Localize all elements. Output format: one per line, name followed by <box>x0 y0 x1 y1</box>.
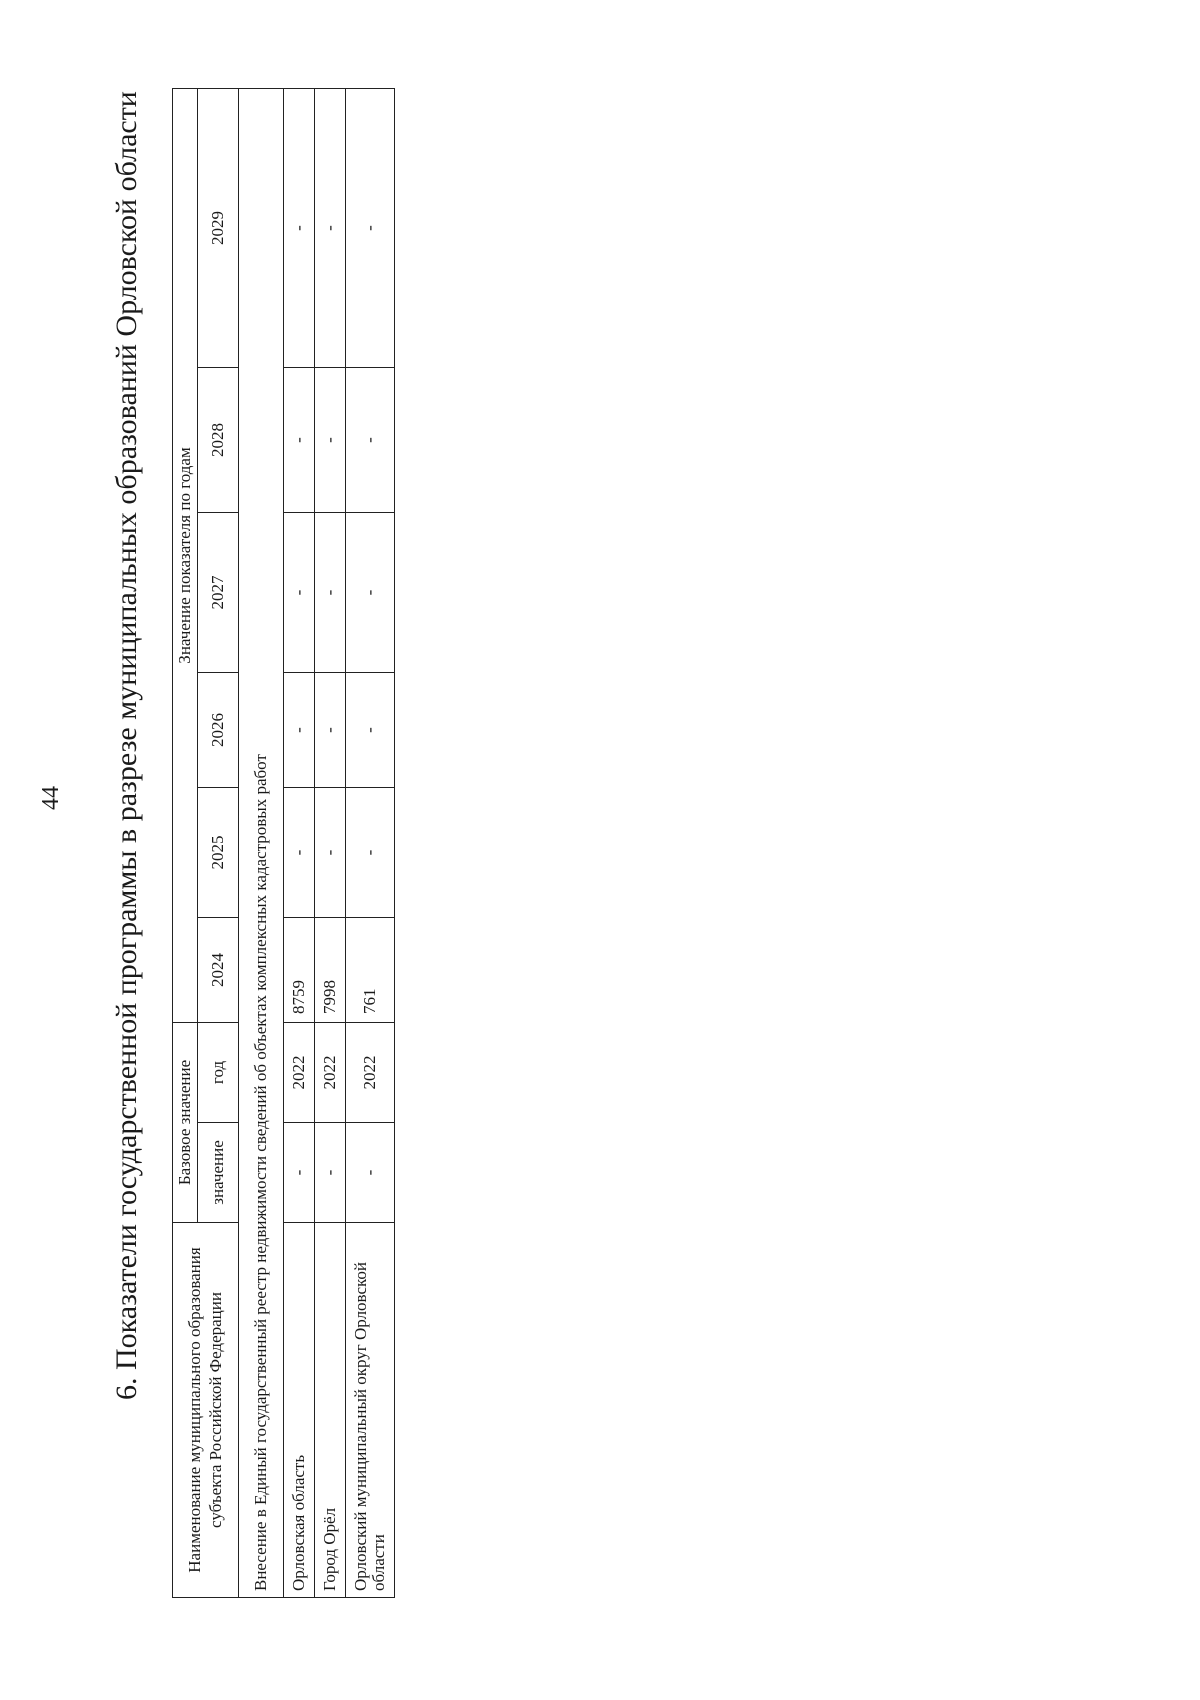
row-municipality-name: Орловский муниципальный округ Орловской области <box>346 1223 395 1598</box>
header-base-year: год <box>198 1022 239 1122</box>
row-value-2025: - <box>284 787 315 917</box>
row-value-2029: - <box>284 89 315 368</box>
row-base-value: - <box>346 1123 395 1223</box>
row-value-2029: - <box>346 89 395 368</box>
row-value-2028: - <box>346 367 395 512</box>
header-year-2027: 2027 <box>198 512 239 672</box>
header-base-value-group: Базовое значение <box>173 1022 198 1222</box>
header-year-2025: 2025 <box>198 787 239 917</box>
row-value-2028: - <box>315 367 346 512</box>
row-value-2026: - <box>284 672 315 787</box>
row-value-2024: 761 <box>346 917 395 1022</box>
row-value-2024: 8759 <box>284 917 315 1022</box>
section-title: Внесение в Единый государственный реестр недвижимости сведений об объектах комплексных кадастровых работ <box>239 89 284 1598</box>
header-year-2028: 2028 <box>198 367 239 512</box>
page-number: 44 <box>38 786 64 810</box>
document-title: 6. Показатели государственной программы в разрезе муниципальных образований Орловской области <box>110 91 143 1400</box>
row-value-2027: - <box>346 512 395 672</box>
row-base-year: 2022 <box>315 1022 346 1122</box>
header-base-value: значение <box>198 1123 239 1223</box>
row-value-2025: - <box>315 787 346 917</box>
row-value-2026: - <box>346 672 395 787</box>
row-municipality-name: Орловская область <box>284 1223 315 1598</box>
header-year-2026: 2026 <box>198 672 239 787</box>
row-base-year: 2022 <box>346 1022 395 1122</box>
indicators-table <box>172 88 395 1598</box>
row-value-2024: 7998 <box>315 917 346 1022</box>
row-base-value: - <box>315 1123 346 1223</box>
row-base-year: 2022 <box>284 1022 315 1122</box>
header-year-2029: 2029 <box>198 89 239 368</box>
row-value-2028: - <box>284 367 315 512</box>
row-value-2029: - <box>315 89 346 368</box>
table-row <box>346 89 395 1598</box>
header-values-by-year-group: Значение показателя по годам <box>173 89 198 1023</box>
row-value-2027: - <box>284 512 315 672</box>
row-value-2025: - <box>346 787 395 917</box>
table-row <box>315 89 346 1598</box>
table-row <box>284 89 315 1598</box>
row-value-2027: - <box>315 512 346 672</box>
row-value-2026: - <box>315 672 346 787</box>
header-municipality-name: Наименование муниципального образования субъекта Российской Федерации <box>173 1223 239 1598</box>
table-header-row <box>173 89 198 1598</box>
section-row <box>239 89 284 1598</box>
row-municipality-name: Город Орёл <box>315 1223 346 1598</box>
header-year-2024: 2024 <box>198 917 239 1022</box>
row-base-value: - <box>284 1123 315 1223</box>
